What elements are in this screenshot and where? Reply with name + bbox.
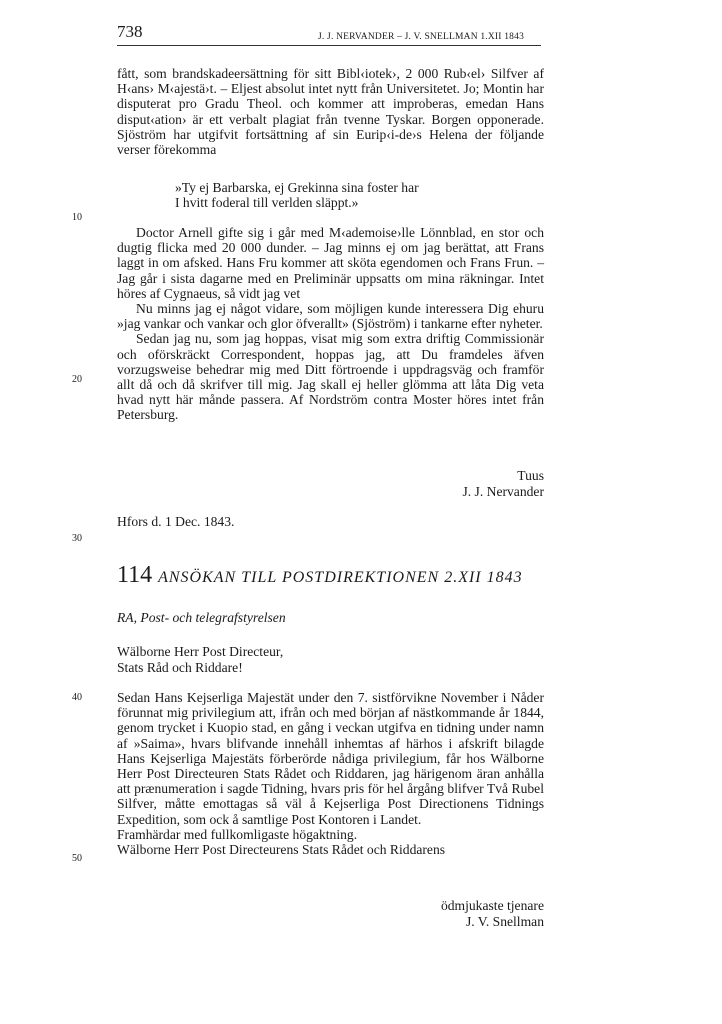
letter1-paragraph-4-text: Sedan jag nu, som jag hoppas, visat mig som extra driftig Commissionär och oförskräckt Correspondent, hoppas jag, att Du framdeles äfven vorzugsweise behedrar mig med Ditt förtroende i uppdragsväg och framför allt då och då skrifver till mig. Jag skall ej heller glömma att låta Dig veta hvad nytt här månde passera. Af Nordström contra Moster höres intet från Petersburg. [117, 331, 544, 423]
letter2-closing [441, 898, 544, 930]
line-number-40: 40 [72, 692, 82, 703]
salutation [117, 644, 283, 676]
header-rule [117, 45, 541, 46]
letter2-paragraph-1-text: Sedan Hans Kejserliga Majestät under den 7. sistförvikne November i Nåder förunnat mig privilegium att, ifrån och med början af nästkommande år 1844, genom trycket i Kuopio stad, en gång i veckan utgifva en tidning under namn af »Saima», hvars blifvande innehåll inhemtas af härhos i afskrift bilagde Hans Kejserliga Majestäts förberörde nådiga privilegium, får hos Wälborne Herr Post Directeuren Stats Rådet och Riddaren, jag härigenom äran anhålla att prænumeration i sagde Tidning, hvars pris för hel årgång blifver Två Rubel Silfver, måtte emottagas så väl å Kejserliga Post Directionens Tidnings Expedition, som ock å samtlige Post Kontoren i Landet. [117, 690, 544, 827]
signature-nervander: J. J. Nervander [462, 484, 544, 499]
salutation-line-2: Stats Råd och Riddare! [117, 660, 243, 675]
letter1-paragraph-2-text: Doctor Arnell gifte sig i går med M‹ademoise›lle Lönnblad, en stor och dugtig flicka med 20 000 dunder. – Jag minns ej om jag berättat, att Frans laggt in om afsked. Hans Fru kommer att sköta egendomen och Frans Frun. – Jag går i sista dagarne med en Preliminär uppsatts om mina räkningar. Intet höres af Cygnaeus, så vidt jag vet [117, 225, 544, 301]
verse-line-1: »Ty ej Barbarska, ej Grekinna sina foster har [175, 180, 419, 195]
letter1-paragraph-1-text: fått, som brandskadeersättning för sitt Bibl‹iotek›, 2 000 Rub‹el› Silfver af H‹ans› M‹ajestä›t. – Eljest absolut intet nytt från Universitetet. Jo; Montin har disputerat pro Gradu Theol. och kommer att improberas, emedan Hans disput‹ation› är ett verbalt plagiat från tvenne Tyskar. Borgen opponerade. Sjöström har utgifvit fortsättning af sin Eurip‹i-de›s Helena der följande verser förekomma [117, 66, 544, 158]
verse-line-2: I hvitt foderal till verlden släppt.» [175, 195, 359, 211]
dateline: Hfors d. 1 Dec. 1843. [117, 514, 235, 529]
letter2-body [117, 690, 544, 857]
letter1-closing [462, 468, 544, 500]
section-heading [117, 562, 557, 588]
letter1-paragraph-3-text: Nu minns jag ej något vidare, som möjligen kunde interessera Dig ehuru »jag vankar och vankar och glor öfverallt» (Sjöström) i tankarne efter nyheter. [117, 301, 544, 332]
signature-snellman: J. V. Snellman [465, 914, 544, 929]
section-title: ANSÖKAN TILL POSTDIREKTIONEN 2.XII 1843 [158, 569, 523, 586]
verse-quote [175, 180, 535, 211]
letter1-paragraph-1 [117, 66, 544, 157]
section-number: 114 [117, 562, 153, 588]
line-number-30: 30 [72, 533, 82, 544]
line-number-10: 10 [72, 212, 82, 223]
closing-tjenare: ödmjukaste tjenare [440, 898, 544, 913]
closing-tuus: Tuus [517, 468, 544, 483]
line-number-20: 20 [72, 374, 82, 385]
salutation-line-1: Wälborne Herr Post Directeur, [117, 644, 284, 659]
source-note: RA, Post- och telegrafstyrelsen [117, 610, 286, 625]
page-number: 738 [117, 22, 143, 41]
running-head: J. J. NERVANDER – J. V. SNELLMAN 1.XII 1843 [318, 32, 525, 42]
letter2-paragraph-2-text: Framhärdar med fullkomligaste högaktning. [117, 826, 358, 842]
letter2-paragraph-3-text: Wälborne Herr Post Directeurens Stats Rådet och Riddarens [117, 842, 446, 858]
letter1-paragraph-2 [117, 225, 544, 423]
line-number-50: 50 [72, 853, 82, 864]
